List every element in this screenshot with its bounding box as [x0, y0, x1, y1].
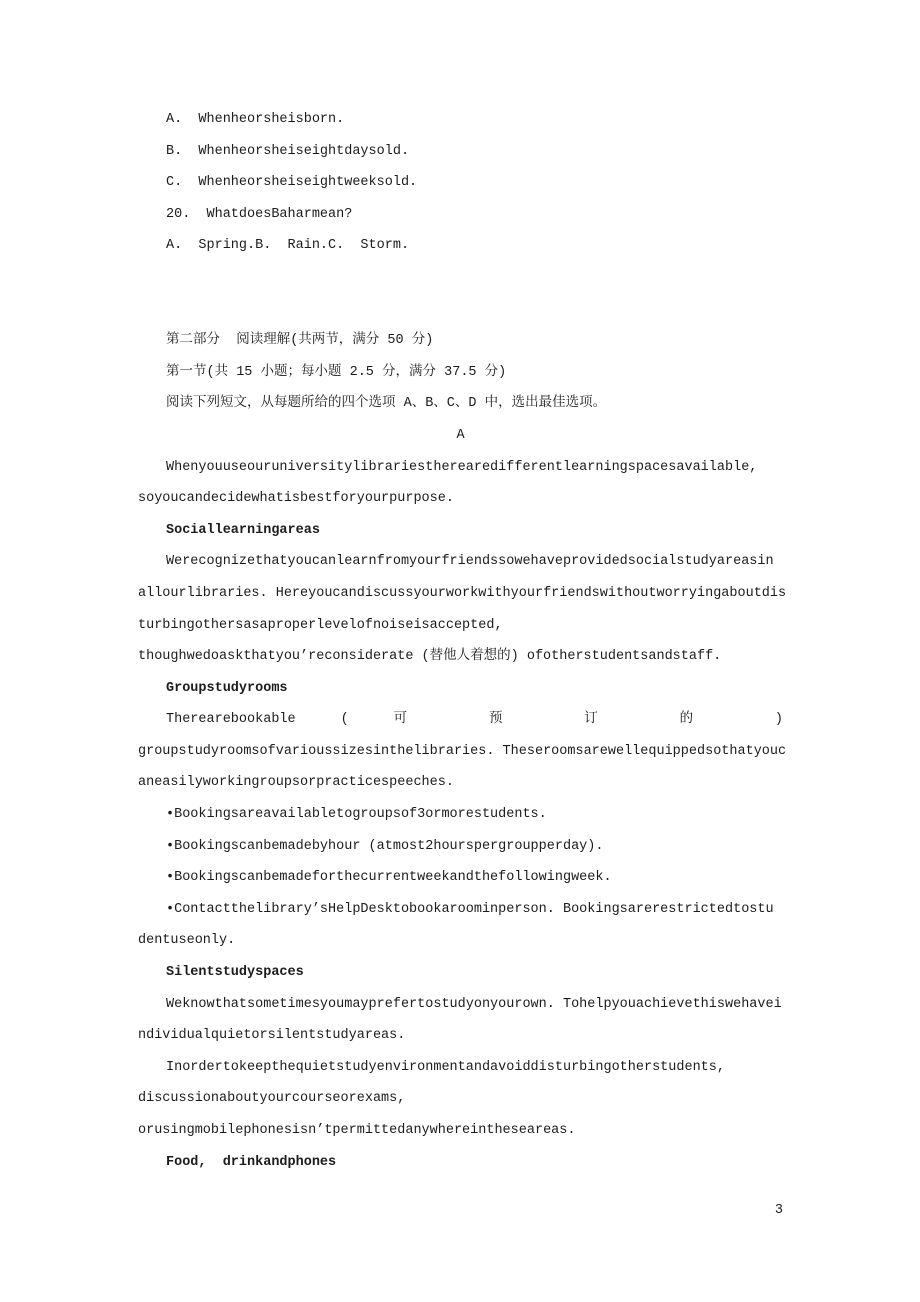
passage-line: turbingothersasaproperlevelofnoiseisaccepted, [138, 617, 503, 633]
option-line: B. Whenheorsheiseightdaysold. [166, 143, 410, 159]
section-header-cn: 第二部分 阅读理解(共两节，满分 50 分) [166, 333, 434, 349]
passage-line: allourlibraries. Hereyoucandiscussyourworkwithyourfriendswithoutworryingaboutdis [138, 585, 787, 601]
passage-line: groupstudyroomsofvarioussizesinthelibraries. Theseroomsarewellequippedsothatyouc [138, 743, 787, 759]
bullet-line: •Bookingsareavailabletogroupsof3ormorestudents. [166, 807, 547, 823]
passage-subheading: Groupstudyrooms [166, 680, 288, 696]
passage-line: soyoucandecidewhatisbestforyourpurpose. [138, 491, 454, 507]
page-number: 3 [774, 1203, 783, 1218]
option-line: A. Spring.B. Rain.C. Storm. [166, 238, 410, 254]
passage-line: aneasilyworkingroupsorpracticespeeches. [138, 775, 454, 791]
blank-line [138, 262, 783, 294]
bullet-line: •Bookingscanbemadebyhour (atmost2hourspergroupperday). [166, 838, 604, 854]
passage-subheading: Food, drinkandphones [166, 1154, 337, 1170]
option-line: A. Whenheorsheisborn. [166, 112, 345, 127]
passage-line: thoughwedoaskthatyou’reconsiderate (替他人着想的) ofotherstudentsandstaff. [138, 649, 722, 665]
passage-subheading: Silentstudyspaces [166, 965, 304, 981]
passage-line: dentuseonly. [138, 933, 236, 949]
instruction-cn: 阅读下列短文，从每题所给的四个选项 A、B、C、D 中，选出最佳选项。 [166, 396, 607, 412]
passage-line: Whenyouuseouruniversitylibrariestherearedifferentlearningspacesavailable, [166, 459, 758, 475]
passage-line: Inordertokeepthequietstudyenvironmentandavoiddisturbingotherstudents, [166, 1059, 725, 1075]
section-header-cn: 第一节(共 15 小题；每小题 2.5 分，满分 37.5 分) [166, 364, 507, 380]
document-body [138, 104, 787, 1178]
bullet-line: •Contactthelibrary’sHelpDesktobookaroominperson. Bookingsarerestrictedtostu [166, 901, 774, 917]
bullet-line: •Bookingscanbemadeforthecurrentweekandthefollowingweek. [166, 870, 612, 886]
passage-line: Werecognizethatyoucanlearnfromyourfriendssowehaveprovidedsocialstudyareasin [166, 554, 774, 570]
passage-line: Therearebookable ( 可 预 订 的 ) [166, 712, 783, 728]
passage-line: Weknowthatsometimesyoumayprefertostudyonyourown. Tohelpyouachievethiswehavei [166, 996, 782, 1012]
passage-title: A [456, 427, 465, 443]
passage-line: discussionaboutyourcourseorexams, [138, 1091, 406, 1107]
option-line: C. Whenheorsheiseightweeksold. [166, 175, 418, 191]
passage-line: orusingmobilephonesisn’tpermittedanywhereintheseareas. [138, 1123, 576, 1138]
blank-line [138, 294, 783, 326]
question-line: 20. WhatdoesBaharmean? [166, 206, 353, 222]
passage-line: ndividualquietorsilentstudyareas. [138, 1028, 406, 1044]
passage-subheading: Sociallearningareas [166, 522, 320, 538]
